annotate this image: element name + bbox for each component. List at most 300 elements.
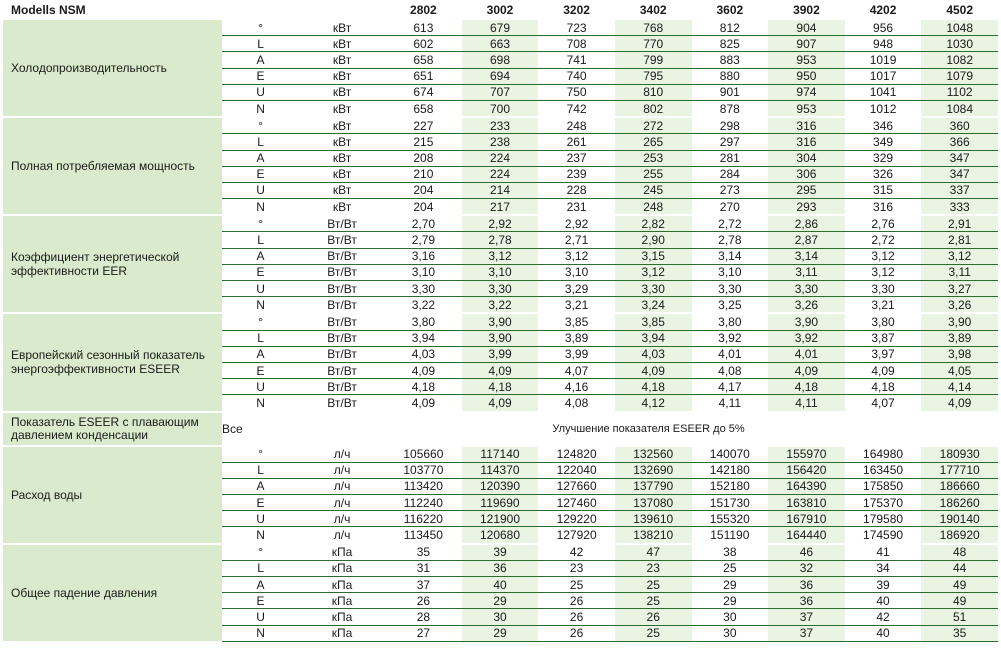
- value-cell: 810: [615, 84, 692, 100]
- value-cell: 25: [615, 625, 692, 641]
- value-cell: 295: [768, 182, 845, 198]
- value-cell: 3,30: [385, 281, 462, 297]
- unit-cell: Вт/Вт: [299, 379, 385, 395]
- value-cell: 3,29: [538, 281, 615, 297]
- model-3902: 3902: [768, 1, 845, 19]
- value-cell: 347: [921, 150, 998, 166]
- value-cell: 36: [768, 593, 845, 609]
- value-cell: 112240: [385, 495, 462, 511]
- value-cell: 1019: [845, 52, 922, 68]
- value-cell: 29: [692, 577, 769, 593]
- value-cell: 651: [385, 68, 462, 84]
- value-cell: 4,03: [615, 346, 692, 362]
- value-cell: 3,10: [462, 264, 539, 280]
- value-cell: 346: [845, 117, 922, 134]
- value-cell: 812: [692, 19, 769, 36]
- unit-cell: Вт/Вт: [299, 232, 385, 248]
- value-cell: 3,89: [921, 330, 998, 346]
- value-cell: 151730: [692, 495, 769, 511]
- value-cell: 47: [615, 544, 692, 561]
- value-cell: 2,78: [692, 232, 769, 248]
- value-cell: 2,70: [385, 215, 462, 232]
- value-cell: 4,07: [538, 362, 615, 378]
- unit-cell: кВт: [299, 150, 385, 166]
- value-cell: 270: [692, 199, 769, 216]
- value-cell: 224: [462, 150, 539, 166]
- value-cell: 1017: [845, 68, 922, 84]
- value-cell: 333: [921, 199, 998, 216]
- unit-cell: кВт: [299, 100, 385, 117]
- value-cell: 204: [385, 182, 462, 198]
- value-cell: 41: [845, 544, 922, 561]
- value-cell: 770: [615, 36, 692, 52]
- value-cell: 3,25: [692, 297, 769, 314]
- value-cell: 799: [615, 52, 692, 68]
- value-cell: 3,30: [615, 281, 692, 297]
- model-3602: 3602: [692, 1, 769, 19]
- value-cell: 2,72: [845, 232, 922, 248]
- value-cell: 2,78: [462, 232, 539, 248]
- value-cell: 956: [845, 19, 922, 36]
- unit-cell: Вт/Вт: [299, 362, 385, 378]
- value-cell: 3,92: [768, 330, 845, 346]
- value-cell: 3,14: [692, 248, 769, 264]
- value-cell: 953: [768, 52, 845, 68]
- value-cell: 3,99: [538, 346, 615, 362]
- mode-cell: L: [222, 232, 299, 248]
- value-cell: 4,11: [768, 395, 845, 412]
- mode-cell: E: [222, 362, 299, 378]
- value-cell: 248: [538, 117, 615, 134]
- unit-cell: кПа: [299, 609, 385, 625]
- value-cell: 4,09: [615, 362, 692, 378]
- value-cell: 3,12: [538, 248, 615, 264]
- value-cell: 186660: [921, 478, 998, 494]
- value-cell: 4,18: [462, 379, 539, 395]
- value-cell: 1012: [845, 100, 922, 117]
- value-cell: 3,26: [768, 297, 845, 314]
- value-cell: 316: [768, 134, 845, 150]
- value-cell: 3,90: [768, 313, 845, 330]
- value-cell: 4,14: [921, 379, 998, 395]
- parameter-name: Расход воды: [3, 446, 222, 544]
- unit-cell: Вт/Вт: [299, 313, 385, 330]
- value-cell: 46: [768, 544, 845, 561]
- value-cell: 4,09: [768, 362, 845, 378]
- value-cell: 261: [538, 134, 615, 150]
- value-cell: 3,85: [615, 313, 692, 330]
- value-cell: 1079: [921, 68, 998, 84]
- value-cell: 1048: [921, 19, 998, 36]
- unit-cell: кПа: [299, 544, 385, 561]
- unit-cell: Вт/Вт: [299, 215, 385, 232]
- value-cell: 2,72: [692, 215, 769, 232]
- unit-cell: кПа: [299, 593, 385, 609]
- value-cell: 315: [845, 182, 922, 198]
- value-cell: 272: [615, 117, 692, 134]
- parameter-name: Показатель ESEER с плавающим давлением конденсации: [3, 412, 222, 446]
- value-cell: 227: [385, 117, 462, 134]
- unit-cell: кВт: [299, 52, 385, 68]
- value-cell: 2,81: [921, 232, 998, 248]
- value-cell: 25: [615, 593, 692, 609]
- mode-cell: L: [222, 330, 299, 346]
- mode-cell: E: [222, 264, 299, 280]
- value-cell: 174590: [845, 527, 922, 544]
- header-mode-cell: [222, 1, 299, 19]
- mode-cell: U: [222, 84, 299, 100]
- value-cell: 4,09: [385, 362, 462, 378]
- unit-cell: Вт/Вт: [299, 395, 385, 412]
- value-cell: 39: [462, 544, 539, 561]
- value-cell: 329: [845, 150, 922, 166]
- value-cell: 3,26: [921, 297, 998, 314]
- value-cell: 700: [462, 100, 539, 117]
- value-cell: 273: [692, 182, 769, 198]
- unit-cell: Вт/Вт: [299, 297, 385, 314]
- value-cell: 29: [462, 625, 539, 641]
- value-cell: 3,21: [538, 297, 615, 314]
- value-cell: 298: [692, 117, 769, 134]
- value-cell: 23: [538, 560, 615, 576]
- value-cell: 137080: [615, 495, 692, 511]
- value-cell: 40: [845, 593, 922, 609]
- value-cell: 42: [845, 609, 922, 625]
- value-cell: 228: [538, 182, 615, 198]
- value-cell: 3,80: [385, 313, 462, 330]
- value-cell: 316: [845, 199, 922, 216]
- value-cell: 233: [462, 117, 539, 134]
- value-cell: 3,15: [615, 248, 692, 264]
- value-cell: 3,89: [538, 330, 615, 346]
- value-cell: 26: [615, 609, 692, 625]
- value-cell: 3,16: [385, 248, 462, 264]
- value-cell: 204: [385, 199, 462, 216]
- unit-cell: кВт: [299, 166, 385, 182]
- mode-cell: E: [222, 166, 299, 182]
- mode-cell: A: [222, 150, 299, 166]
- unit-cell: л/ч: [299, 527, 385, 544]
- value-cell: 25: [615, 577, 692, 593]
- value-cell: 337: [921, 182, 998, 198]
- mode-cell: U: [222, 609, 299, 625]
- value-cell: 127660: [538, 478, 615, 494]
- unit-cell: Вт/Вт: [299, 248, 385, 264]
- mode-cell: A: [222, 577, 299, 593]
- unit-cell: кВт: [299, 84, 385, 100]
- mode-cell: N: [222, 297, 299, 314]
- value-cell: 3,30: [692, 281, 769, 297]
- mode-cell: L: [222, 560, 299, 576]
- value-cell: 4,12: [615, 395, 692, 412]
- value-cell: 124820: [538, 446, 615, 463]
- value-cell: 2,87: [768, 232, 845, 248]
- mode-cell: L: [222, 36, 299, 52]
- value-cell: 613: [385, 19, 462, 36]
- value-cell: 3,10: [692, 264, 769, 280]
- value-cell: 4,05: [921, 362, 998, 378]
- unit-cell: кВт: [299, 36, 385, 52]
- value-cell: 116220: [385, 511, 462, 527]
- value-cell: 4,09: [462, 362, 539, 378]
- mode-cell: Все: [222, 412, 299, 446]
- value-cell: 180930: [921, 446, 998, 463]
- value-cell: 901: [692, 84, 769, 100]
- model-3402: 3402: [615, 1, 692, 19]
- value-cell: 1084: [921, 100, 998, 117]
- value-cell: 140070: [692, 446, 769, 463]
- value-cell: 3,12: [845, 248, 922, 264]
- value-cell: 663: [462, 36, 539, 52]
- table-row: [3, 544, 998, 561]
- value-cell: 1030: [921, 36, 998, 52]
- value-cell: 210: [385, 166, 462, 182]
- value-cell: 750: [538, 84, 615, 100]
- mode-cell: A: [222, 346, 299, 362]
- mode-cell: °: [222, 544, 299, 561]
- value-cell: 2,71: [538, 232, 615, 248]
- value-cell: 825: [692, 36, 769, 52]
- value-cell: 349: [845, 134, 922, 150]
- mode-cell: N: [222, 527, 299, 544]
- value-cell: 1102: [921, 84, 998, 100]
- unit-cell: кВт: [299, 19, 385, 36]
- unit-cell: Вт/Вт: [299, 330, 385, 346]
- value-cell: 3,87: [845, 330, 922, 346]
- value-cell: 306: [768, 166, 845, 182]
- value-cell: 3,10: [538, 264, 615, 280]
- value-cell: 2,76: [845, 215, 922, 232]
- unit-cell: кПа: [299, 560, 385, 576]
- mode-cell: °: [222, 446, 299, 463]
- value-cell: 658: [385, 52, 462, 68]
- value-cell: 907: [768, 36, 845, 52]
- table-row: [3, 446, 998, 463]
- value-cell: 708: [538, 36, 615, 52]
- value-cell: 237: [538, 150, 615, 166]
- model-3202: 3202: [538, 1, 615, 19]
- value-cell: 742: [538, 100, 615, 117]
- mode-cell: N: [222, 625, 299, 641]
- value-cell: 175370: [845, 495, 922, 511]
- value-cell: 3,30: [768, 281, 845, 297]
- value-cell: 3,30: [462, 281, 539, 297]
- value-cell: 4,08: [538, 395, 615, 412]
- table-row: [3, 313, 998, 330]
- parameter-name: Коэффициент энергетической эффективности EER: [3, 215, 222, 313]
- value-cell: 120390: [462, 478, 539, 494]
- value-cell: 4,11: [692, 395, 769, 412]
- value-cell: 163450: [845, 462, 922, 478]
- value-cell: 31: [385, 560, 462, 576]
- value-cell: 34: [845, 560, 922, 576]
- value-cell: 37: [768, 609, 845, 625]
- value-cell: 3,94: [385, 330, 462, 346]
- mode-cell: E: [222, 495, 299, 511]
- value-cell: 38: [692, 544, 769, 561]
- value-cell: 4,09: [385, 395, 462, 412]
- value-cell: 284: [692, 166, 769, 182]
- value-cell: 231: [538, 199, 615, 216]
- eseer-note: Улучшение показателя ESEER до 5%: [299, 412, 998, 446]
- model-2802: 2802: [385, 1, 462, 19]
- value-cell: 105660: [385, 446, 462, 463]
- mode-cell: U: [222, 182, 299, 198]
- value-cell: 795: [615, 68, 692, 84]
- unit-cell: Вт/Вт: [299, 264, 385, 280]
- model-label: Modells NSM: [3, 1, 222, 19]
- mode-cell: L: [222, 134, 299, 150]
- value-cell: 3,21: [845, 297, 922, 314]
- value-cell: 4,09: [921, 395, 998, 412]
- value-cell: 326: [845, 166, 922, 182]
- value-cell: 293: [768, 199, 845, 216]
- unit-cell: кПа: [299, 625, 385, 641]
- value-cell: 4,18: [615, 379, 692, 395]
- value-cell: 4,07: [845, 395, 922, 412]
- mode-cell: N: [222, 199, 299, 216]
- mode-cell: U: [222, 379, 299, 395]
- value-cell: 245: [615, 182, 692, 198]
- value-cell: 36: [768, 577, 845, 593]
- value-cell: 3,90: [921, 313, 998, 330]
- unit-cell: кВт: [299, 134, 385, 150]
- value-cell: 151190: [692, 527, 769, 544]
- parameter-name: Европейский сезонный показатель энергоэффективности ESEER: [3, 313, 222, 411]
- unit-cell: л/ч: [299, 478, 385, 494]
- table-row: [3, 117, 998, 134]
- value-cell: 2,79: [385, 232, 462, 248]
- value-cell: 3,10: [385, 264, 462, 280]
- value-cell: 3,80: [692, 313, 769, 330]
- value-cell: 723: [538, 19, 615, 36]
- value-cell: 37: [385, 577, 462, 593]
- value-cell: 2,91: [921, 215, 998, 232]
- value-cell: 3,30: [845, 281, 922, 297]
- value-cell: 28: [385, 609, 462, 625]
- value-cell: 741: [538, 52, 615, 68]
- table-row: [3, 412, 998, 446]
- table-row: [3, 215, 998, 232]
- value-cell: 2,90: [615, 232, 692, 248]
- value-cell: 26: [538, 609, 615, 625]
- mode-cell: U: [222, 511, 299, 527]
- table-row: [3, 19, 998, 36]
- mode-cell: N: [222, 100, 299, 117]
- model-4202: 4202: [845, 1, 922, 19]
- value-cell: 802: [615, 100, 692, 117]
- value-cell: 42: [538, 544, 615, 561]
- table-body: [3, 19, 998, 641]
- value-cell: 3,90: [462, 313, 539, 330]
- parameter-name: Общее падение давления: [3, 544, 222, 642]
- value-cell: 132690: [615, 462, 692, 478]
- value-cell: 2,86: [768, 215, 845, 232]
- value-cell: 32: [768, 560, 845, 576]
- value-cell: 30: [462, 609, 539, 625]
- value-cell: 4,16: [538, 379, 615, 395]
- value-cell: 4,03: [385, 346, 462, 362]
- value-cell: 35: [921, 625, 998, 641]
- value-cell: 694: [462, 68, 539, 84]
- value-cell: 3,85: [538, 313, 615, 330]
- model-4502: 4502: [921, 1, 998, 19]
- value-cell: 44: [921, 560, 998, 576]
- value-cell: 880: [692, 68, 769, 84]
- value-cell: 51: [921, 609, 998, 625]
- value-cell: 953: [768, 100, 845, 117]
- value-cell: 2,82: [615, 215, 692, 232]
- value-cell: 155320: [692, 511, 769, 527]
- value-cell: 281: [692, 150, 769, 166]
- value-cell: 3,90: [462, 330, 539, 346]
- value-cell: 238: [462, 134, 539, 150]
- value-cell: 26: [385, 593, 462, 609]
- unit-cell: л/ч: [299, 446, 385, 463]
- value-cell: 698: [462, 52, 539, 68]
- value-cell: 117140: [462, 446, 539, 463]
- unit-cell: л/ч: [299, 462, 385, 478]
- unit-cell: кВт: [299, 199, 385, 216]
- value-cell: 164980: [845, 446, 922, 463]
- value-cell: 138210: [615, 527, 692, 544]
- value-cell: 156420: [768, 462, 845, 478]
- value-cell: 740: [538, 68, 615, 84]
- unit-cell: л/ч: [299, 511, 385, 527]
- value-cell: 224: [462, 166, 539, 182]
- value-cell: 878: [692, 100, 769, 117]
- value-cell: 127920: [538, 527, 615, 544]
- value-cell: 127460: [538, 495, 615, 511]
- unit-cell: кВт: [299, 182, 385, 198]
- value-cell: 113420: [385, 478, 462, 494]
- value-cell: 4,18: [845, 379, 922, 395]
- value-cell: 360: [921, 117, 998, 134]
- spec-table: [3, 1, 998, 642]
- value-cell: 186920: [921, 527, 998, 544]
- value-cell: 3,12: [615, 264, 692, 280]
- value-cell: 4,08: [692, 362, 769, 378]
- mode-cell: A: [222, 478, 299, 494]
- unit-cell: кВт: [299, 117, 385, 134]
- value-cell: 25: [538, 577, 615, 593]
- value-cell: 3,92: [692, 330, 769, 346]
- value-cell: 164390: [768, 478, 845, 494]
- value-cell: 253: [615, 150, 692, 166]
- value-cell: 142180: [692, 462, 769, 478]
- value-cell: 674: [385, 84, 462, 100]
- mode-cell: U: [222, 281, 299, 297]
- value-cell: 30: [692, 625, 769, 641]
- value-cell: 4,01: [692, 346, 769, 362]
- value-cell: 208: [385, 150, 462, 166]
- value-cell: 132560: [615, 446, 692, 463]
- value-cell: 658: [385, 100, 462, 117]
- value-cell: 120680: [462, 527, 539, 544]
- header-unit-cell: [299, 1, 385, 19]
- value-cell: 152180: [692, 478, 769, 494]
- value-cell: 4,09: [845, 362, 922, 378]
- value-cell: 25: [692, 560, 769, 576]
- value-cell: 37: [768, 625, 845, 641]
- value-cell: 177710: [921, 462, 998, 478]
- value-cell: 139610: [615, 511, 692, 527]
- value-cell: 974: [768, 84, 845, 100]
- value-cell: 316: [768, 117, 845, 134]
- value-cell: 347: [921, 166, 998, 182]
- value-cell: 29: [462, 593, 539, 609]
- value-cell: 3,12: [845, 264, 922, 280]
